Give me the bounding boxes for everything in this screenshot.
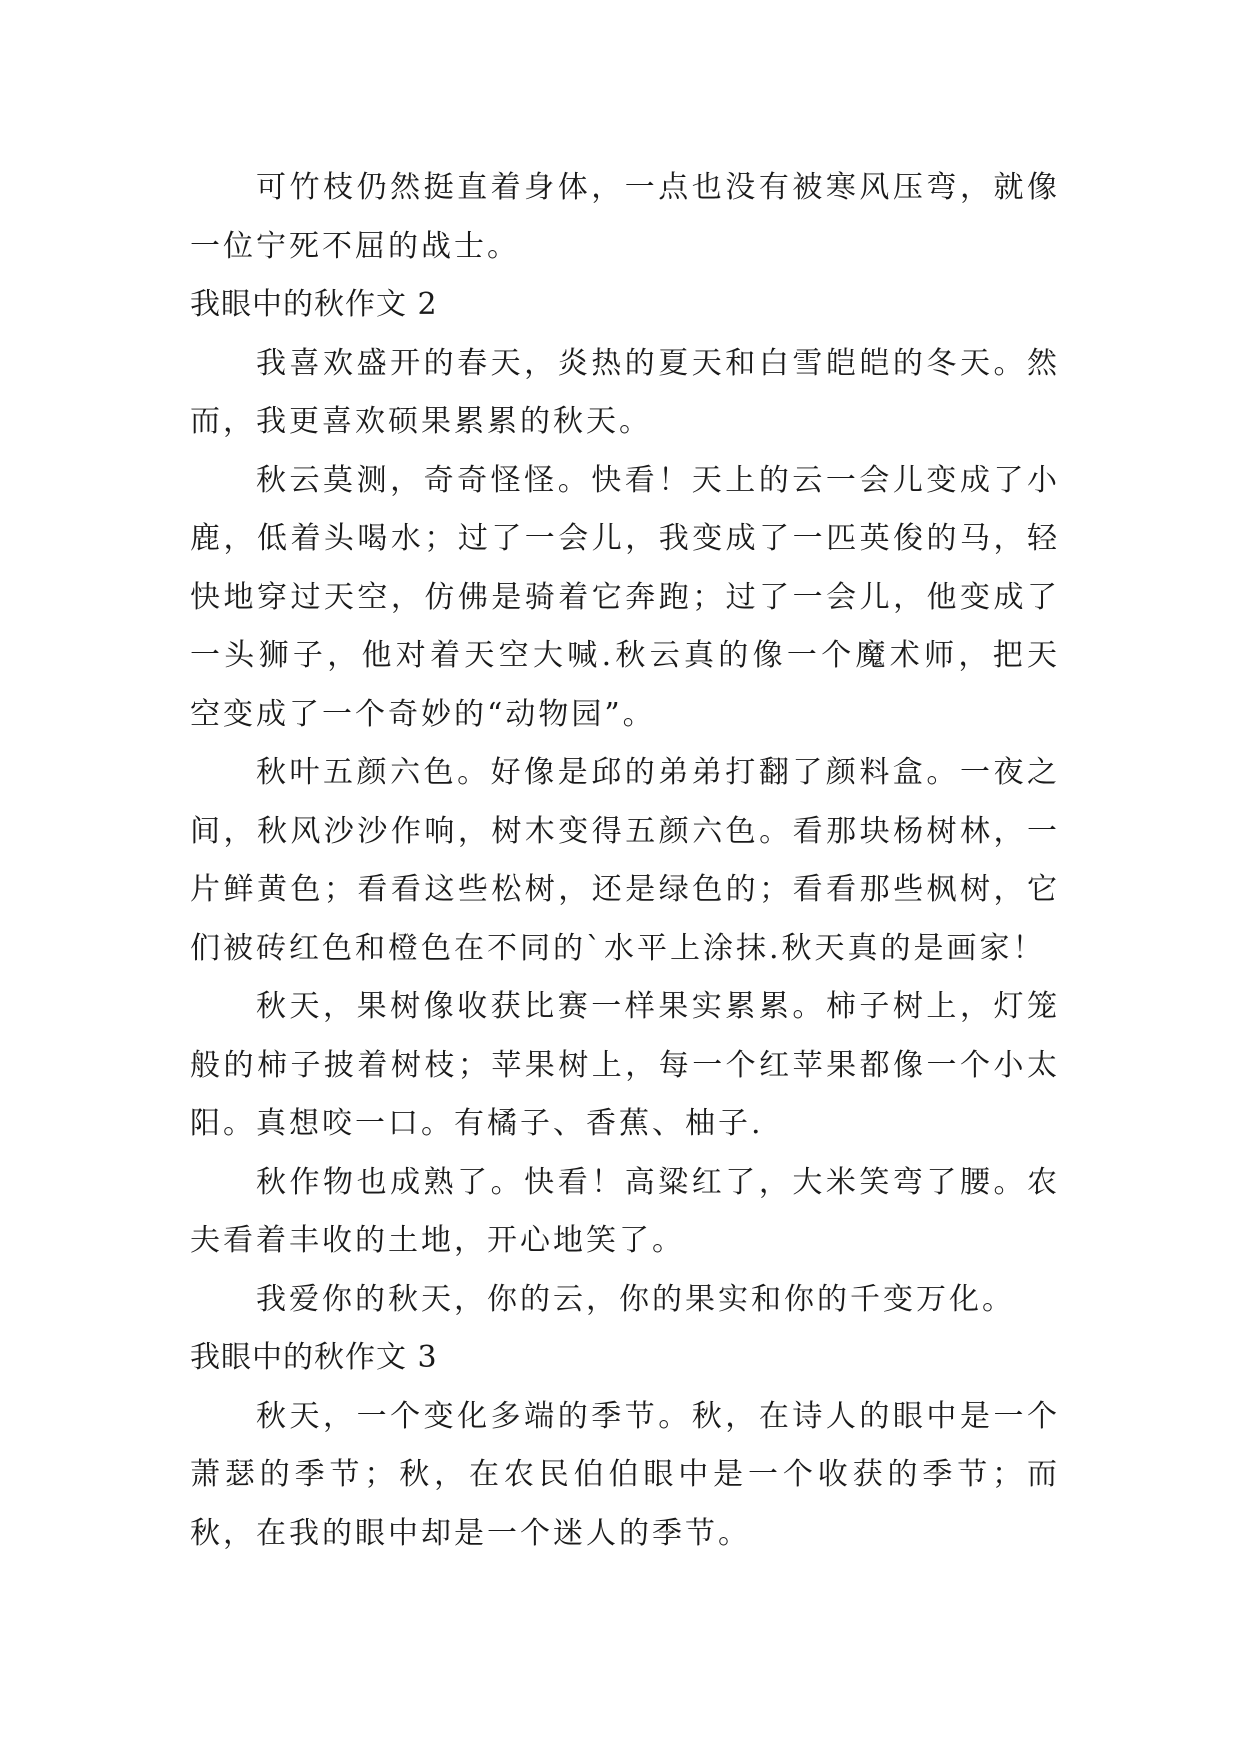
paragraph-autumn-clouds: 秋云莫测，奇奇怪怪。快看！天上的云一会儿变成了小鹿，低着头喝水；过了一会儿，我变成了一匹英俊的马，轻快地穿过天空，仿佛是骑着它奔跑；过了一会儿，他变成了一头狮子，他对着天空大喊.秋云真的像一个魔术师，把天空变成了一个奇妙的“动物园”。	[190, 462, 1060, 732]
paragraph-crops: 秋作物也成熟了。快看！高粱红了，大米笑弯了腰。农夫看着丰收的土地，开心地笑了。	[190, 1164, 1060, 1258]
document-body	[190, 159, 1060, 1563]
paragraph-charming-season: 秋天，一个变化多端的季节。秋，在诗人的眼中是一个萧瑟的季节；秋，在农民伯伯眼中是一个收获的季节；而秋，在我的眼中却是一个迷人的季节。	[190, 1398, 1060, 1551]
paragraph-autumn-leaves: 秋叶五颜六色。好像是邱的弟弟打翻了颜料盒。一夜之间，秋风沙沙作响，树木变得五颜六色。看那块杨树林，一片鲜黄色；看看这些松树，还是绿色的；看看那些枫树，它们被砖红色和橙色在不同的`水平上涂抹.秋天真的是画家！	[190, 755, 1060, 966]
paragraph-fruit-trees: 秋天，果树像收获比赛一样果实累累。柿子树上，灯笼般的柿子披着树枝；苹果树上，每一个红苹果都像一个小太阳。真想咬一口。有橘子、香蕉、柚子.	[190, 989, 1060, 1141]
paragraph-bamboo: 可竹枝仍然挺直着身体，一点也没有被寒风压弯，就像一位宁死不屈的战士。	[190, 170, 1060, 264]
paragraph-seasons: 我喜欢盛开的春天，炎热的夏天和白雪皑皑的冬天。然而，我更喜欢硕果累累的秋天。	[190, 345, 1060, 439]
paragraph-love-autumn: 我爱你的秋天，你的云，你的果实和你的千变万化。	[256, 1281, 1015, 1317]
essay-heading-2: 我眼中的秋作文 2	[190, 287, 438, 322]
essay-heading-3: 我眼中的秋作文 3	[190, 1340, 438, 1375]
